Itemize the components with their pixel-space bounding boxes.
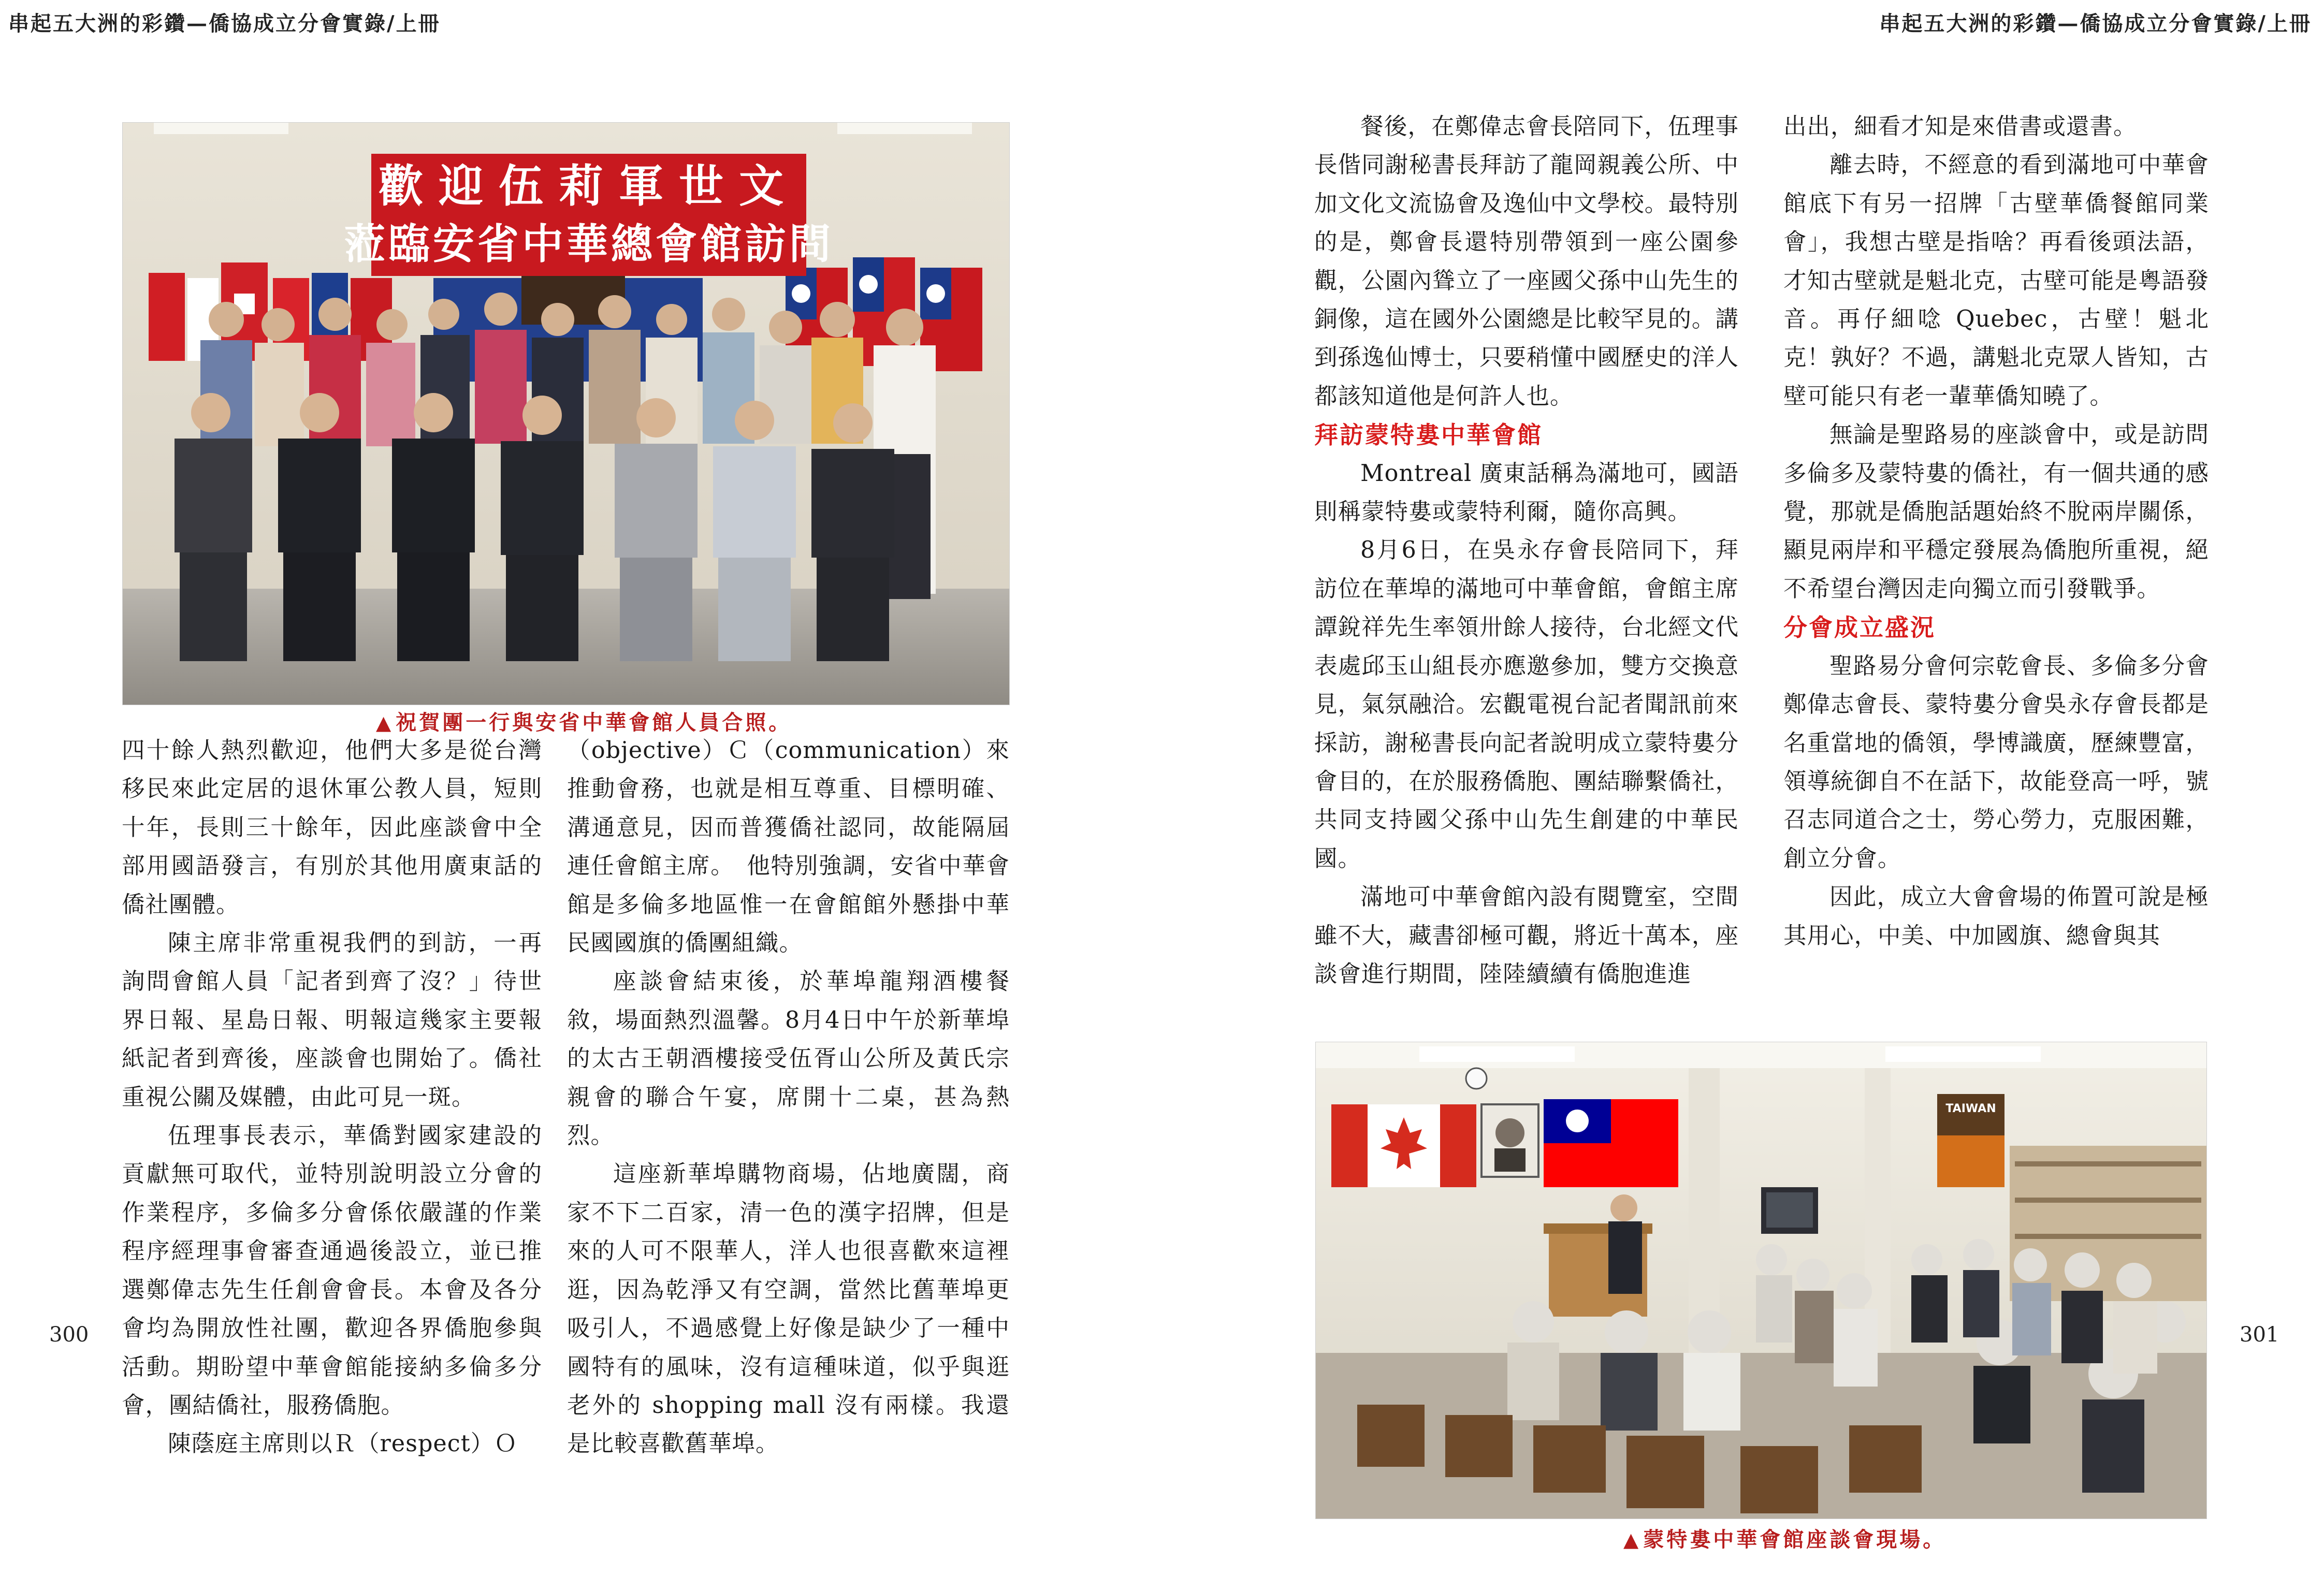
col1-para-2: 陳主席非常重視我們的到訪，一再詢問會館人員「記者到齊了沒？」待世界日報、星島日報、明報這幾家主要報紙記者到齊後，座談會也開始了。僑社重視公關及媒體，由此可見一斑。 xyxy=(122,930,542,1111)
col3-para-2: Montreal 廣東話稱為滿地可，國語則稱蒙特婁或蒙特利爾，隨你高興。 xyxy=(1314,460,1739,526)
col4-para-2: 離去時，不經意的看到滿地可中華會館底下有另一招牌「古壁華僑餐館同業會」，我想古壁是指啥？再看後頭法語，才知古壁就是魁北克，古壁可能是粵語發音。再仔細唸 Quebec，古壁！魁北克！孰好？不過，講魁北克眾人皆知，古壁可能只有老一輩華僑知曉了。 xyxy=(1783,152,2209,410)
caption-triangle-icon: ▲ xyxy=(1623,1528,1642,1551)
col4-para-5: 因此，成立大會會場的佈置可說是極其用心，中美、中加國旗、總會與其 xyxy=(1783,884,2209,949)
col1-para-3: 伍理事長表示，華僑對國家建設的貢獻無可取代，並特別說明設立分會的作業程序，多倫多分會係依嚴謹的作業程序經理事會審查通過後設立，並已推選鄭偉志先生任創會會長。本會及各分會均為開放性社團，歡迎各界僑胞參與活動。期盼望中華會館能接納多倫多分會，團結僑社，服務僑胞。 xyxy=(122,1122,542,1419)
running-head-right: 串起五大洲的彩鑽—僑協成立分會實錄/上冊 xyxy=(1879,11,2312,36)
caption-triangle-icon: ▲ xyxy=(376,711,394,734)
col1-para-1: 四十餘人熱烈歡迎，他們大多是從台灣移民來此定居的退休軍公教人員，短則十年，長則三十餘年，因此座談會中全部用國語發言，有別於其他用廣東話的僑社團體。 xyxy=(122,737,542,918)
text-column-2 xyxy=(567,732,1010,1464)
col4-para-3: 無論是聖路易的座談會中，或是訪問多倫多及蒙特婁的僑社，有一個共通的感覺，那就是僑胞話題始終不脫兩岸關係，顯見兩岸和平穩定發展為僑胞所重視，絕不希望台灣因走向獨立而引發戰爭。 xyxy=(1783,421,2209,602)
roc-flag xyxy=(1544,1099,1678,1187)
section-heading-montreal: 拜訪蒙特婁中華會館 xyxy=(1314,421,1543,449)
group-photo xyxy=(122,122,1010,705)
page-number-right: 301 xyxy=(2240,1323,2279,1347)
col4-para-4: 聖路易分會何宗乾會長、多倫多分會鄭偉志會長、蒙特婁分會吳永存會長都是名重當地的僑領，學博識廣，歷練豐富，領導統御自不在話下，故能登高一呼，號召志同道合之士，勞心勞力，克服困難，創立分會。 xyxy=(1783,652,2209,872)
col2-para-3: 這座新華埠購物商場，佔地廣闊，商家不下二百家，清一色的漢字招牌，但是來的人可不限華人，洋人也很喜歡來這裡逛，因為乾淨又有空調，當然比舊華埠更吸引人，不過感覺上好像是缺少了一種中國特有的風味，沒有這種味道，似乎與逛老外的 shopping mall 沒有兩樣。我還是比較喜歡舊華埠。 xyxy=(567,1161,1010,1457)
running-head-left: 串起五大洲的彩鑽—僑協成立分會實錄/上冊 xyxy=(8,11,441,36)
col1-para-4: 陳蔭庭主席則以Ｒ（respect）Ｏ xyxy=(168,1431,518,1457)
col3-para-3: 8月6日，在吳永存會長陪同下，拜訪位在華埠的滿地可中華會館，會館主席譚銳祥先生率領卅餘人接待，台北經文代表處邱玉山組長亦應邀參加，雙方交換意見，氣氛融洽。宏觀電視台記者聞訊前來採訪，謝秘書長向記者說明成立蒙特婁分會目的，在於服務僑胞、團結聯繫僑社，共同支持國父孫中山先生創建的中華民國。 xyxy=(1314,537,1739,872)
page-number-left: 300 xyxy=(49,1323,89,1347)
meeting-photo-image xyxy=(1316,1042,2206,1519)
group-photo-caption-text: 祝賀團一行與安省中華會館人員合照。 xyxy=(396,710,792,735)
col2-para-1: （objective）Ｃ（communication）來推動會務，也就是相互尊重、目標明確、溝通意見，因而普獲僑社認同，故能隔屆連任會館主席。 他特別強調，安省中華會館是多倫多地區惟一在會館館外懸掛中華民國國旗的僑團組織。 xyxy=(567,737,1010,957)
meeting-photo-caption-text: 蒙特婁中華會館座談會現場。 xyxy=(1643,1527,1947,1552)
col3-para-4: 滿地可中華會館內設有閱覽室，空間雖不大，藏書卻極可觀，將近十萬本，座談會進行期間，陸陸續續有僑胞進進 xyxy=(1314,884,1739,987)
canada-flag xyxy=(1331,1104,1476,1187)
col3-para-1: 餐後，在鄭偉志會長陪同下，伍理事長偕同謝秘書長拜訪了龍岡親義公所、中加文化文流協會及逸仙中文學校。最特別的是，鄭會長還特別帶領到一座公園參觀，公園內聳立了一座國父孫中山先生的銅像，這在國外公園總是比較罕見的。講到孫逸仙博士，只要稍懂中國歷史的洋人都該知道他是何許人也。 xyxy=(1314,113,1739,410)
welcome-banner xyxy=(344,154,834,276)
banner-line2: 蒞臨安省中華總會館訪問 xyxy=(344,220,834,268)
group-photo-image xyxy=(123,123,1009,705)
section-heading-founding: 分會成立盛況 xyxy=(1783,614,1936,642)
clock-icon xyxy=(1466,1068,1487,1089)
text-column-1 xyxy=(122,732,542,1464)
poster-text: TAIWAN xyxy=(1945,1102,1996,1115)
col4-para-1: 出出，細看才知是來借書或還書。 xyxy=(1783,113,2137,140)
meeting-photo-caption xyxy=(1623,1523,1946,1553)
meeting-photo xyxy=(1315,1042,2207,1519)
col2-para-2: 座談會結束後，於華埠龍翔酒樓餐敘，場面熱烈溫馨。8月4日中午於新華埠的太古王朝酒樓接受伍胥山公所及黃氏宗親會的聯合午宴，席開十二桌，甚為熱烈。 xyxy=(567,968,1010,1149)
taiwan-poster xyxy=(1937,1094,2005,1187)
text-column-4 xyxy=(1783,108,2209,955)
banner-line1: 歡迎伍莉軍世文 xyxy=(379,160,799,212)
text-column-3 xyxy=(1314,108,1739,994)
